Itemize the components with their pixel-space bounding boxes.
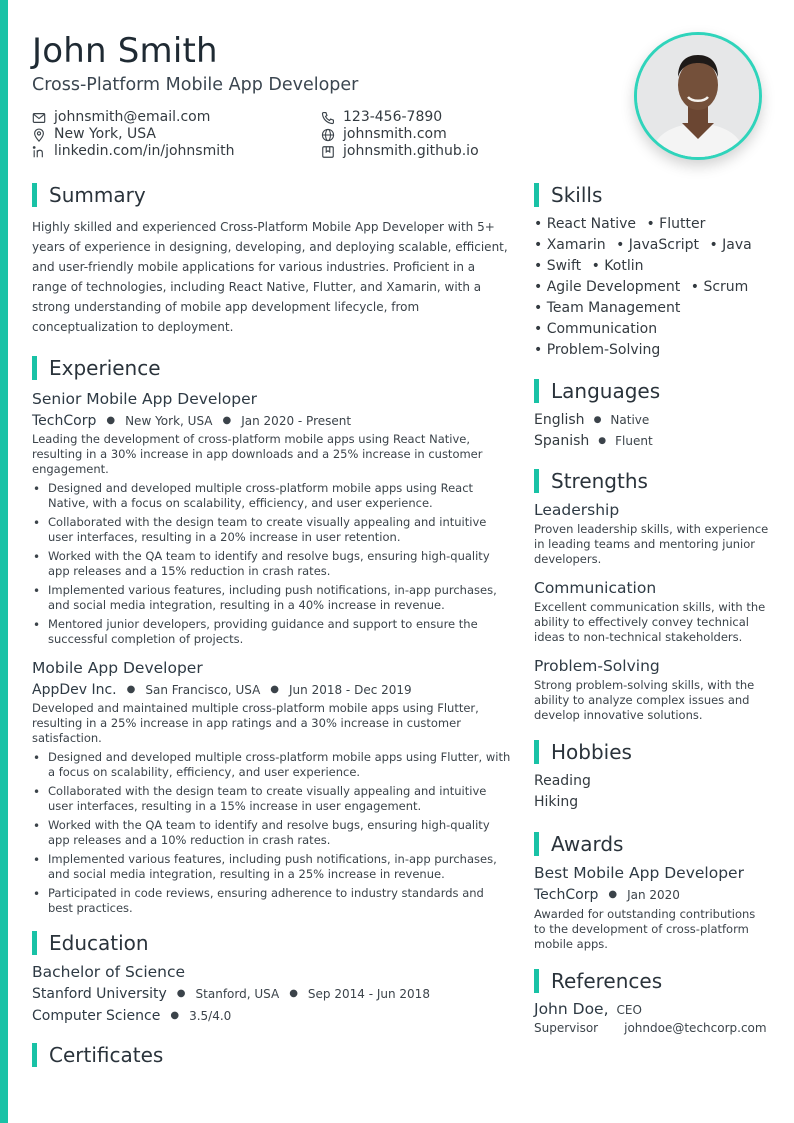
awards-heading-text: Awards (551, 832, 624, 856)
experience-heading-text: Experience (49, 356, 161, 380)
main-column (32, 182, 512, 1068)
references-heading-text: References (551, 969, 663, 993)
award-meta (534, 885, 770, 905)
list-item: • Collaborated with the design team to create visually appealing and intuitive user interfaces, resulting in a 15% increase in user engagement. (32, 784, 512, 814)
experience-heading (32, 355, 512, 381)
separator-dot: ● (608, 889, 618, 900)
section-marker (534, 379, 539, 403)
section-marker (32, 931, 37, 955)
school: Stanford University (32, 986, 167, 1002)
language-level: Native (610, 413, 650, 427)
separator-dot: ● (289, 988, 298, 999)
award-description: Awarded for outstanding contributions to the development of cross-platform mobile apps. (534, 907, 756, 951)
reference-name-row (534, 1000, 770, 1018)
language-item (534, 431, 770, 452)
section-marker (534, 832, 539, 856)
avatar (637, 35, 759, 157)
contact-website-text: johnsmith.com (343, 126, 447, 142)
envelope-icon (32, 111, 46, 125)
skill-item: • Java (709, 237, 752, 253)
contact-linkedin-text: linkedin.com/in/johnsmith (54, 143, 235, 159)
hobbies-heading-text: Hobbies (551, 740, 632, 764)
reference-contact-row (534, 1021, 770, 1035)
strengths-heading-text: Strengths (551, 469, 648, 493)
hobbies-heading (534, 739, 770, 765)
skill-item: • Flutter (646, 216, 706, 232)
contact-phone[interactable] (321, 109, 442, 126)
skill-item: • Kotlin (591, 258, 644, 274)
linkedin-icon (32, 145, 46, 159)
job-company: TechCorp (32, 413, 97, 429)
contact-email-text: johnsmith@email.com (54, 109, 211, 125)
section-marker (534, 969, 539, 993)
strength-title: Leadership (534, 501, 620, 519)
section-marker (32, 183, 37, 207)
references-heading (534, 968, 770, 994)
candidate-name: John Smith (32, 31, 218, 71)
skill-row (534, 256, 770, 277)
job-description: Leading the development of cross-platform mobile apps using React Native, resulting in a 30% increase in app downloads and a 25% increase in customer engagement. (32, 432, 483, 476)
skill-row (534, 340, 770, 361)
strength-description: Strong problem-solving skills, with the ability to analyze complex issues and develop innovative solutions. (534, 678, 755, 722)
strengths-heading (534, 468, 770, 494)
award-entry (534, 863, 770, 952)
strength-description: Excellent communication skills, with the ability to effectively convey technical ideas to non-technical stakeholders. (534, 600, 766, 644)
certificates-heading-text: Certificates (49, 1043, 164, 1067)
skill-row (534, 214, 770, 235)
accent-bar (0, 0, 8, 1123)
side-column (534, 182, 770, 1035)
skill-item: • Xamarin (534, 237, 606, 253)
list-item: • Collaborated with the design team to create visually appealing and intuitive user interfaces, resulting in a 20% increase in user retention. (32, 515, 512, 545)
job-title: Senior Mobile App Developer (32, 390, 257, 408)
awards-heading (534, 831, 770, 857)
education-heading (32, 930, 512, 956)
job-meta (32, 680, 512, 700)
contact-github[interactable] (321, 143, 479, 160)
skill-row (534, 319, 770, 340)
strength-description: Proven leadership skills, with experience in leading teams and mentoring junior developers. (534, 522, 769, 566)
reference-relation: Supervisor (534, 1021, 599, 1035)
languages-heading-text: Languages (551, 379, 661, 403)
profile-photo (634, 32, 762, 160)
hobby-item: Hiking (534, 794, 579, 810)
reference-name: John Doe, (534, 1000, 609, 1018)
map-pin-icon (32, 128, 46, 142)
reference-role: CEO (616, 1003, 642, 1017)
education-entry (32, 962, 512, 1026)
job-title: Mobile App Developer (32, 659, 203, 677)
candidate-title: Cross-Platform Mobile App Developer (32, 75, 359, 95)
section-marker (534, 183, 539, 207)
job-location: San Francisco, USA (145, 683, 261, 697)
contact-location (32, 126, 156, 143)
skills-list (534, 214, 770, 361)
skill-item: • Swift (534, 258, 582, 274)
contact-linkedin[interactable] (32, 143, 234, 160)
section-marker (534, 469, 539, 493)
section-marker (534, 740, 539, 764)
skills-heading (534, 182, 770, 208)
skill-item: • Team Management (534, 300, 681, 316)
job-bullets (32, 481, 512, 647)
contact-email[interactable] (32, 109, 210, 126)
job-description: Developed and maintained multiple cross-platform mobile apps using Flutter, resulting in a 25% increase in app ratings and a 30% increase in customer satisfaction. (32, 701, 479, 745)
separator-dot: ● (106, 415, 116, 426)
education-field-row (32, 1006, 512, 1026)
job-bullets (32, 750, 512, 916)
hobby-item: Reading (534, 773, 591, 789)
education-meta (32, 984, 512, 1004)
separator-dot: ● (598, 436, 607, 446)
language-item (534, 410, 770, 431)
languages-heading (534, 378, 770, 404)
separator-dot: ● (176, 988, 186, 999)
skill-item: • React Native (534, 216, 636, 232)
language-level: Fluent (615, 434, 653, 448)
strength-title: Communication (534, 579, 657, 597)
job-entry (32, 389, 512, 647)
language-name: English (534, 412, 585, 428)
strength-title: Problem-Solving (534, 657, 660, 675)
list-item: • Participated in code reviews, ensuring adherence to industry standards and best practices. (32, 886, 512, 916)
skill-row (534, 298, 770, 319)
skill-item: • Problem-Solving (534, 342, 661, 358)
strength-item (534, 500, 770, 567)
list-item: • Designed and developed multiple cross-platform mobile apps using Flutter, with a focus on scalability, efficiency, and user experience. (32, 750, 512, 780)
skill-item: • Agile Development (534, 279, 681, 295)
reference-email[interactable]: johndoe@techcorp.com (624, 1021, 767, 1035)
contact-website[interactable] (321, 126, 447, 143)
skill-item: • JavaScript (616, 237, 699, 253)
education-dates: Sep 2014 - Jun 2018 (307, 987, 430, 1001)
summary-heading-text: Summary (49, 183, 146, 207)
field-of-study: Computer Science (32, 1008, 161, 1024)
job-entry (32, 658, 512, 916)
summary-text: Highly skilled and experienced Cross-Platform Mobile App Developer with 5+ years of experience in designing, developing, and deploying scalable, efficient, and user-friendly mobile applications for various industries. Proficient in a range of technologies, including React Native, Flutter, and Xamarin, with a strong understanding of mobile app development lifecycle, from conceptualization to deployment. (32, 220, 508, 334)
award-date: Jan 2020 (627, 888, 680, 902)
languages-list (534, 410, 770, 452)
language-name: Spanish (534, 433, 590, 449)
gpa: 3.5/4.0 (189, 1009, 232, 1023)
skill-row (534, 277, 770, 298)
phone-icon (321, 111, 335, 125)
contact-github-text: johnsmith.github.io (343, 143, 479, 159)
school-location: Stanford, USA (195, 987, 280, 1001)
section-marker (32, 356, 37, 380)
bookmark-icon (321, 145, 335, 159)
award-title: Best Mobile App Developer (534, 864, 744, 882)
skill-item: • Communication (534, 321, 658, 337)
job-meta (32, 411, 512, 431)
hobbies-list (534, 771, 770, 813)
contact-phone-text: 123-456-7890 (343, 109, 443, 125)
reference-entry (534, 1000, 770, 1035)
separator-dot: ● (593, 415, 602, 425)
summary-heading (32, 182, 512, 208)
certificates-heading (32, 1042, 512, 1068)
contact-location-text: New York, USA (54, 126, 156, 142)
list-item: • Mentored junior developers, providing guidance and support to ensure the successful completion of projects. (32, 617, 512, 647)
list-item: • Designed and developed multiple cross-platform mobile apps using React Native, with a focus on scalability, efficiency, and user experience. (32, 481, 512, 511)
list-item: • Implemented various features, including push notifications, in-app purchases, and social media integration, resulting in a 25% increase in revenue. (32, 852, 512, 882)
globe-icon (321, 128, 335, 142)
job-dates: Jan 2020 - Present (241, 414, 352, 428)
separator-dot: ● (222, 415, 232, 426)
skills-heading-text: Skills (551, 183, 603, 207)
separator-dot: ● (170, 1010, 180, 1021)
strength-item (534, 656, 770, 723)
list-item: • Worked with the QA team to identify and resolve bugs, ensuring high-quality app releases and a 15% reduction in crash rates. (32, 549, 512, 579)
separator-dot: ● (126, 684, 136, 695)
strength-item (534, 578, 770, 645)
list-item: • Worked with the QA team to identify and resolve bugs, ensuring high-quality app releases and a 10% reduction in crash rates. (32, 818, 512, 848)
list-item: • Implemented various features, including push notifications, in-app purchases, and social media integration, resulting in a 40% increase in revenue. (32, 583, 512, 613)
skill-row (534, 235, 770, 256)
job-location: New York, USA (125, 414, 213, 428)
section-marker (32, 1043, 37, 1067)
degree: Bachelor of Science (32, 963, 186, 981)
resume-header (32, 30, 622, 97)
education-heading-text: Education (49, 931, 149, 955)
separator-dot: ● (270, 684, 280, 695)
job-dates: Jun 2018 - Dec 2019 (289, 683, 412, 697)
skill-item: • Scrum (690, 279, 749, 295)
award-issuer: TechCorp (534, 887, 599, 903)
job-company: AppDev Inc. (32, 682, 117, 698)
